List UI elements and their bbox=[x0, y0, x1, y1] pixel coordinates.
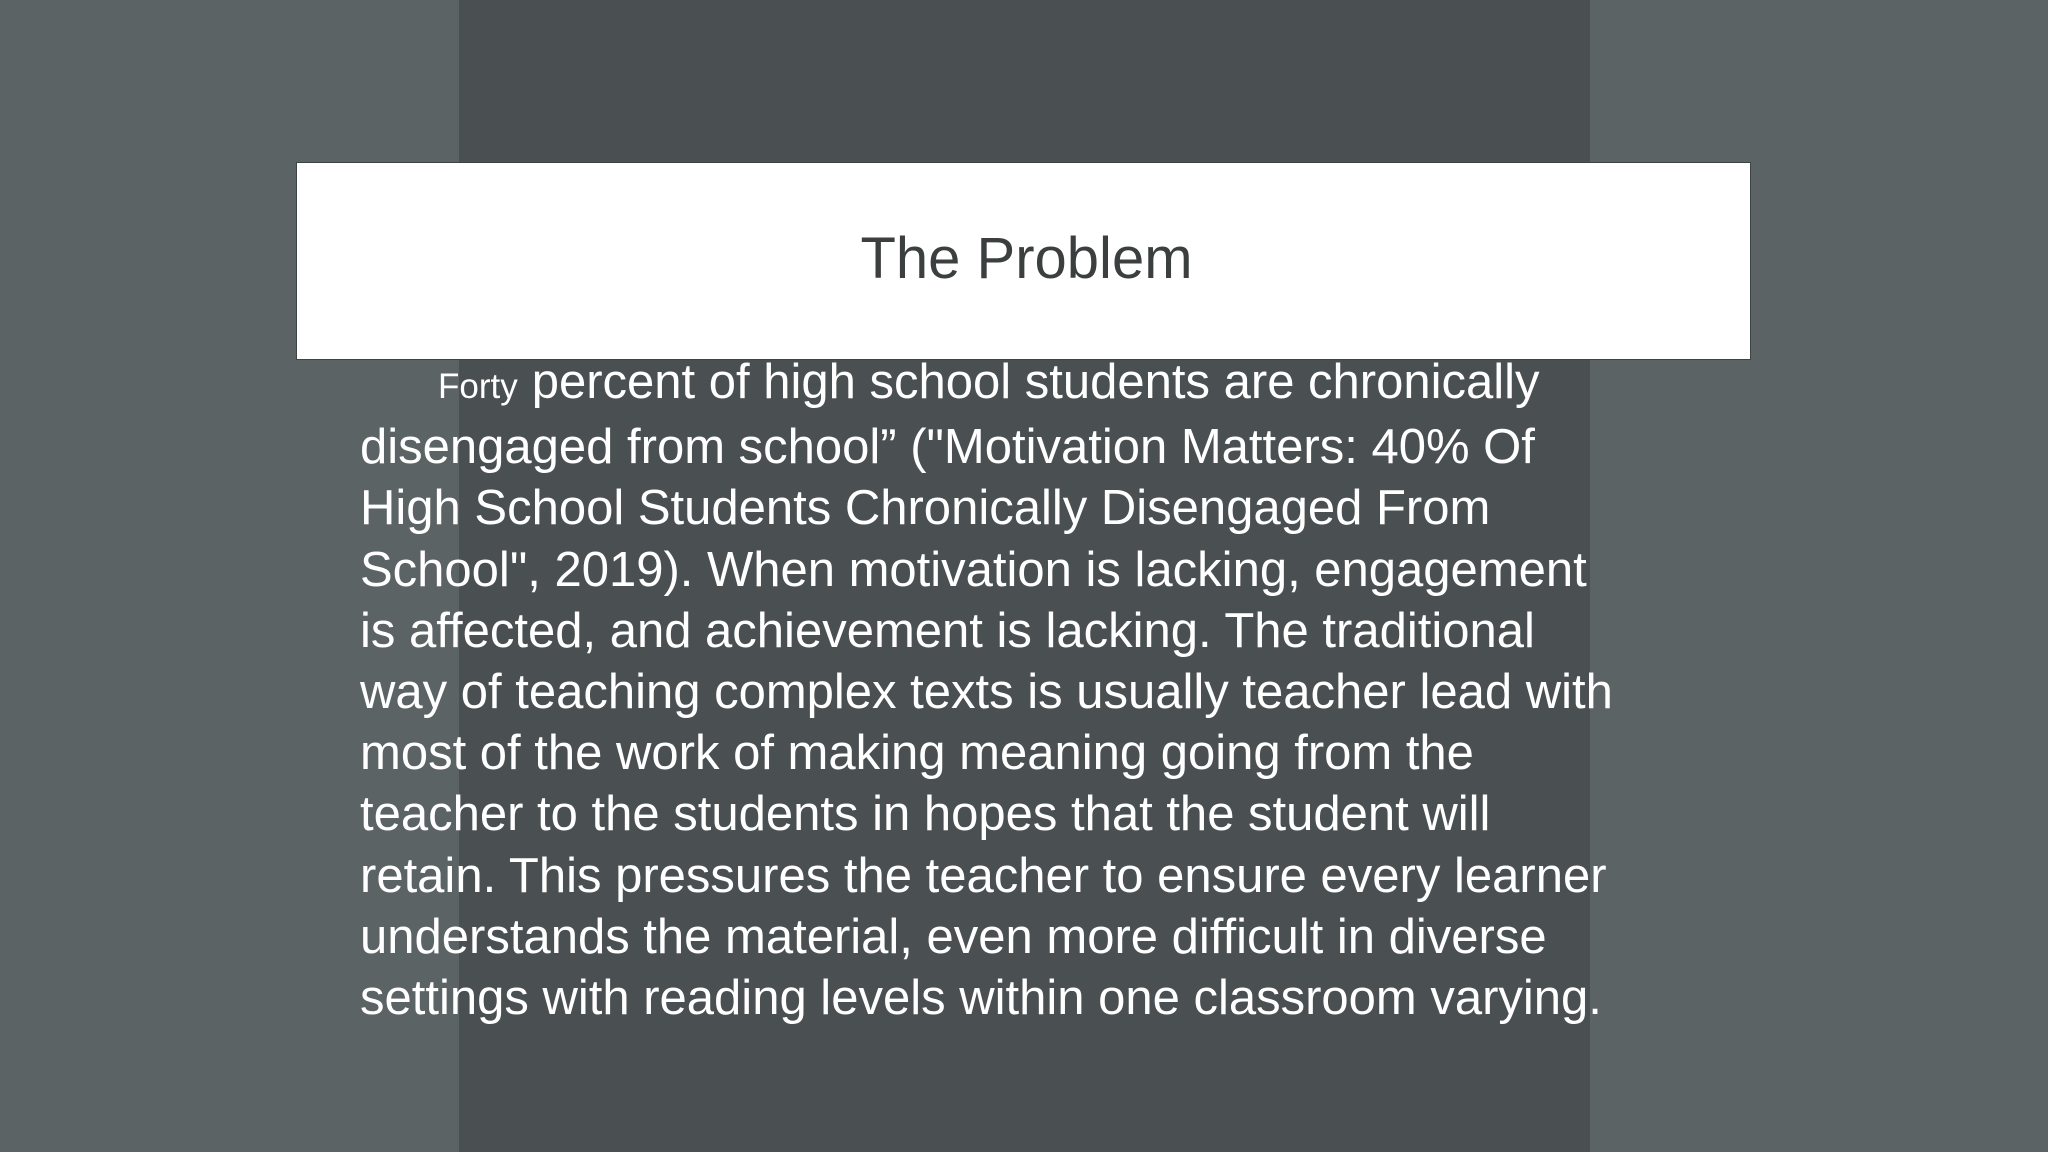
body-line-9: retain. This pressures the teacher to ensure every learner bbox=[360, 848, 1607, 903]
slide-title: The Problem bbox=[860, 225, 1193, 291]
body-line-4: School", 2019). When motivation is lacking, engagement bbox=[360, 542, 1587, 597]
body-line-6: way of teaching complex texts is usually teacher lead with bbox=[360, 665, 1613, 720]
slide-body-text bbox=[360, 352, 1700, 1029]
body-line-8: teacher to the students in hopes that the student will bbox=[360, 787, 1491, 842]
body-first-word: Forty bbox=[438, 367, 518, 406]
body-line-10: understands the material, even more difficult in diverse bbox=[360, 909, 1547, 964]
body-line-7: most of the work of making meaning going from the bbox=[360, 726, 1474, 781]
title-box bbox=[296, 162, 1751, 360]
body-line-5: is affected, and achievement is lacking. The traditional bbox=[360, 603, 1535, 658]
body-line-1 bbox=[360, 352, 1700, 417]
body-line-11: settings with reading levels within one classroom varying. bbox=[360, 971, 1602, 1026]
body-line-1-text: percent of high school students are chronically bbox=[531, 355, 1540, 409]
body-line-3: High School Students Chronically Disengaged From bbox=[360, 481, 1491, 536]
body-line-2: disengaged from school” ("Motivation Matters: 40% Of bbox=[360, 420, 1535, 475]
